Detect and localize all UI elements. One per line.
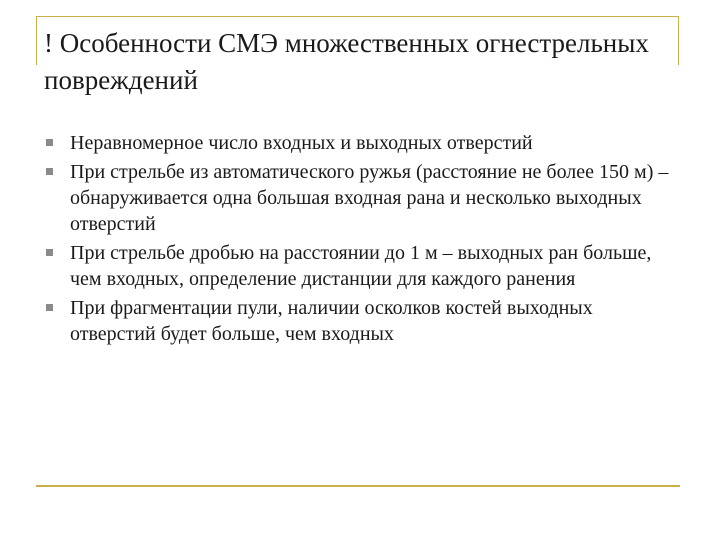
frame-left-line <box>36 16 37 65</box>
bullet-text: При стрельбе из автоматического ружья (расстояние не более 150 м) – обнаруживается одна большая входная рана и несколько выходных отверстий <box>70 161 669 235</box>
bullet-item <box>44 240 674 292</box>
bullet-text: При стрельбе дробью на расстоянии до 1 м – выходных ран больше, чем входных, определение дистанции для каждого ранения <box>70 242 652 290</box>
square-bullet-icon <box>46 249 53 256</box>
square-bullet-icon <box>46 304 53 311</box>
bullet-text: При фрагментации пули, наличии осколков костей выходных отверстий будет больше, чем входных <box>70 297 593 345</box>
square-bullet-icon <box>46 168 53 175</box>
bullet-text: Неравномерное число входных и выходных отверстий <box>70 132 533 154</box>
frame-bottom-line <box>36 485 680 487</box>
bullet-item <box>44 159 674 237</box>
bullet-item <box>44 295 674 347</box>
slide-title: ! Особенности СМЭ множественных огнестрельных повреждений <box>44 28 649 95</box>
square-bullet-icon <box>46 139 53 146</box>
bullet-item <box>44 130 674 156</box>
bullet-list <box>44 130 674 350</box>
frame-right-line <box>678 16 679 65</box>
frame-top-line <box>36 16 679 17</box>
